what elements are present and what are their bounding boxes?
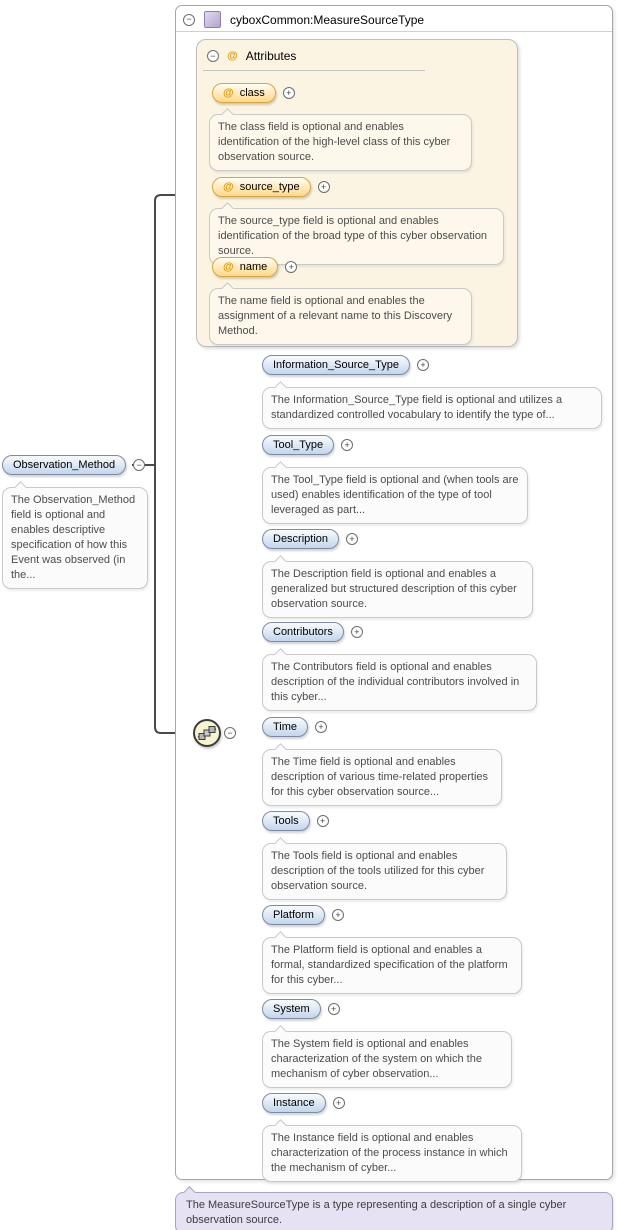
element-label: Platform	[273, 909, 314, 921]
type-header	[183, 11, 424, 28]
attributes-divider	[203, 70, 425, 71]
element-label: Tools	[273, 815, 299, 827]
collapse-icon[interactable]: −	[207, 50, 219, 62]
element-chip-system[interactable]	[262, 999, 321, 1019]
element-chip-tools[interactable]	[262, 811, 310, 831]
attribute-description: The class field is optional and enables identification of the high-level class of this cyber observation source.	[209, 114, 472, 171]
attribute-label: name	[239, 261, 268, 273]
attribute-at-icon: @	[223, 261, 234, 273]
element-label: Time	[273, 721, 298, 733]
element-group-platform	[262, 905, 508, 986]
element-description: The Observation_Method field is optional and enables descriptive specification of how this Event was observed (in the...	[2, 487, 148, 589]
attribute-group-class	[212, 83, 451, 163]
element-chip-tool-type[interactable]	[262, 435, 334, 455]
element-chip-instance[interactable]	[262, 1093, 326, 1113]
attribute-chip-source-type[interactable]	[212, 177, 311, 197]
expand-icon[interactable]: +	[346, 533, 358, 545]
element-chip-time[interactable]	[262, 717, 308, 737]
element-group-time	[262, 717, 489, 798]
attribute-label: class	[239, 87, 265, 99]
collapse-icon[interactable]: −	[224, 727, 236, 739]
expand-icon[interactable]: +	[317, 815, 329, 827]
element-label: System	[273, 1003, 310, 1015]
element-chip-contributors[interactable]	[262, 622, 344, 642]
expand-icon[interactable]: +	[351, 626, 363, 638]
attribute-description: The source_type field is optional and enables identification of the broad type of this cyber observation source.	[209, 208, 504, 265]
header-divider	[176, 31, 612, 32]
complex-type-icon	[204, 11, 221, 28]
element-label: Description	[273, 533, 329, 545]
element-chip-description[interactable]	[262, 529, 339, 549]
element-description: The Tool_Type field is optional and (when tools are used) enables identification of the type of tool leveraged as part...	[262, 467, 528, 524]
element-group-contributors	[262, 622, 520, 703]
element-description: The Description field is optional and enables a generalized but structured description of this cyber observation source.	[262, 561, 533, 618]
attribute-at-icon: @	[223, 181, 234, 193]
type-documentation-note: The MeasureSourceType is a type representing a description of a single cyber observation source.	[175, 1192, 613, 1230]
collapse-icon[interactable]: −	[183, 14, 195, 26]
element-group-tools	[262, 811, 485, 892]
expand-icon[interactable]: +	[285, 261, 297, 273]
element-chip-platform[interactable]	[262, 905, 325, 925]
element-group-tool-type	[262, 435, 519, 516]
attribute-group-source-type	[212, 177, 488, 257]
attribute-chip-class[interactable]	[212, 83, 276, 103]
element-description: The Instance field is optional and enables characterization of the process instance in which the mechanism of cyber...	[262, 1125, 522, 1182]
element-description: The System field is optional and enables characterization of the system on which the mechanism of cyber observation...	[262, 1031, 512, 1088]
attribute-label: source_type	[239, 181, 300, 193]
element-description: The Platform field is optional and enables a formal, standardized specification of the platform for this cyber...	[262, 937, 522, 994]
element-description: The Tools field is optional and enables description of the tools utilized for this cyber observation source.	[262, 843, 507, 900]
element-label: Tool_Type	[273, 439, 324, 451]
element-group-observation-method	[2, 455, 145, 581]
element-group-information-source-type	[262, 355, 563, 421]
element-chip-observation-method[interactable]	[2, 455, 126, 475]
element-description: The Information_Source_Type field is optional and utilizes a standardized controlled vocabulary to identify the type of...	[262, 387, 602, 429]
element-description: The Time field is optional and enables description of various time-related properties for this cyber observation source...	[262, 749, 502, 806]
expand-icon[interactable]: +	[332, 909, 344, 921]
attribute-description: The name field is optional and enables the assignment of a relevant name to this Discovery Method.	[209, 288, 472, 345]
attributes-header	[207, 49, 296, 63]
expand-icon[interactable]: +	[315, 721, 327, 733]
attributes-panel	[196, 39, 518, 347]
attribute-at-icon: @	[223, 87, 234, 99]
expand-icon[interactable]: +	[341, 439, 353, 451]
element-label: Observation_Method	[13, 459, 116, 471]
sequence-icon[interactable]	[193, 719, 221, 747]
element-description: The Contributors field is optional and enables description of the individual contributors involved in this cyber...	[262, 654, 537, 711]
expand-icon[interactable]: +	[333, 1097, 345, 1109]
expand-icon[interactable]: +	[417, 359, 429, 371]
expand-icon[interactable]: +	[283, 87, 295, 99]
element-label: Information_Source_Type	[273, 359, 399, 371]
element-group-system	[262, 999, 482, 1080]
expand-icon[interactable]: +	[328, 1003, 340, 1015]
element-label: Contributors	[273, 626, 333, 638]
attribute-chip-name[interactable]	[212, 257, 278, 277]
expand-icon[interactable]: +	[318, 181, 330, 193]
attribute-group-name	[212, 257, 453, 337]
collapse-icon[interactable]: −	[133, 459, 145, 471]
element-group-instance	[262, 1093, 508, 1174]
element-chip-information-source-type[interactable]	[262, 355, 410, 375]
attributes-title: Attributes	[245, 49, 297, 63]
element-label: Instance	[273, 1097, 315, 1109]
type-title: cyboxCommon:MeasureSourceType	[230, 12, 425, 27]
sequence-glyph	[195, 721, 219, 745]
attribute-at-icon: @	[227, 50, 238, 62]
element-group-description	[262, 529, 517, 610]
